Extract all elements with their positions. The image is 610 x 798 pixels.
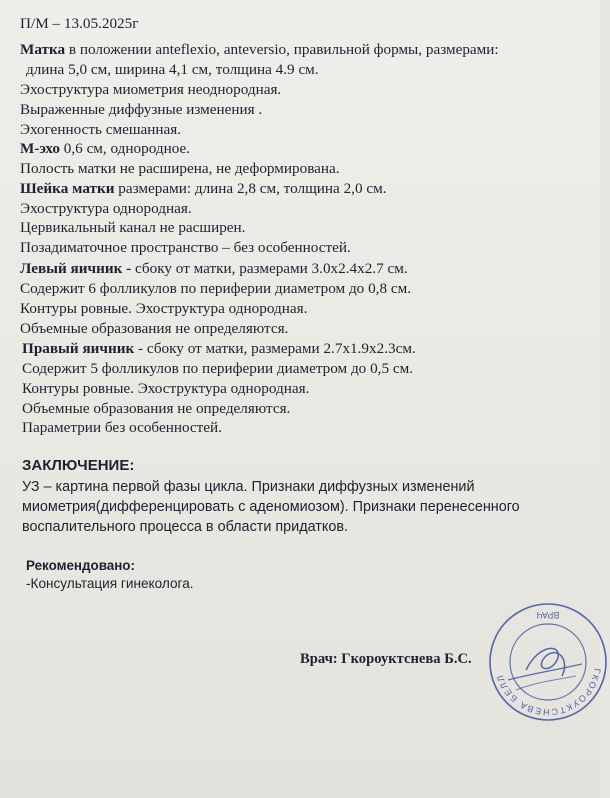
left-ovary-dimensions: сбоку от матки, размерами 3.0x2.4x2.7 см. bbox=[131, 260, 408, 277]
cervix-dimensions: размерами: длина 2,8 см, толщина 2,0 см. bbox=[114, 180, 387, 197]
cervix-line: Цервикальный канал не расширен. bbox=[20, 219, 246, 236]
uterus-dimensions: длина 5,0 см, ширина 4,1 см, толщина 4.9 см. bbox=[26, 61, 319, 78]
conclusion-line: воспалительного процесса в области придатков. bbox=[22, 519, 349, 535]
uterus-line: Эхогенность смешанная. bbox=[20, 121, 182, 138]
right-ovary-line: Объемные образования не определяются. bbox=[22, 400, 291, 417]
parametria-line: Параметрии без особенностей. bbox=[22, 419, 222, 436]
right-ovary-line: Контуры ровные. Эхоструктура однородная. bbox=[22, 380, 310, 397]
right-ovary-line: Содержит 5 фолликулов по периферии диаметром до 0,5 см. bbox=[22, 360, 414, 377]
right-ovary-heading: Правый яичник bbox=[22, 340, 135, 357]
doctor-signature-line: Врач: Гкороуктснева Б.С. bbox=[300, 651, 472, 667]
date-line: П/М – 13.05.2025г bbox=[20, 15, 139, 32]
recommendation-heading: Рекомендовано: bbox=[26, 558, 135, 573]
doctor-stamp bbox=[486, 600, 610, 724]
recommendation-item: -Консультация гинеколога. bbox=[26, 576, 194, 591]
cervix-line bbox=[20, 179, 387, 198]
left-ovary-line: Содержит 6 фолликулов по периферии диаметром до 0,8 см. bbox=[20, 280, 412, 297]
left-ovary-line: Объемные образования не определяются. bbox=[20, 320, 289, 337]
endometrium-value: 0,6 см, однородное. bbox=[59, 140, 191, 157]
left-ovary-line bbox=[20, 259, 408, 278]
endometrium-heading: М-эхо bbox=[20, 140, 60, 157]
endometrium-line bbox=[20, 139, 190, 158]
stamp-ring-text: ГКОРОУКТСНЕВА БЕЛЛ bbox=[494, 667, 603, 718]
left-ovary-line: Контуры ровные. Эхоструктура однородная. bbox=[20, 300, 308, 317]
cervix-heading: Шейка матки bbox=[20, 180, 115, 197]
conclusion-line: УЗ – картина первой фазы цикла. Признаки диффузных изменений bbox=[22, 479, 475, 495]
conclusion-line: миометрия(дифференцировать с аденомиозом). Признаки перенесенного bbox=[22, 499, 520, 515]
left-ovary-heading: Левый яичник - bbox=[20, 260, 132, 277]
uterus-line: Эхоструктура миометрия неоднородная. bbox=[20, 81, 282, 98]
cavity-line: Полость матки не расширена, не деформирована. bbox=[20, 160, 340, 177]
uterus-line: Выраженные диффузные изменения . bbox=[20, 101, 263, 118]
uterus-line-1 bbox=[20, 40, 499, 59]
uterus-heading: Матка bbox=[20, 41, 66, 58]
conclusion-heading: ЗАКЛЮЧЕНИЕ: bbox=[22, 457, 135, 474]
right-ovary-dimensions: - сбоку от матки, размерами 2.7x1.9x2.3см. bbox=[134, 340, 416, 357]
cervix-line: Эхоструктура однородная. bbox=[20, 200, 192, 217]
uterus-position: в положении anteflexio, anteversio, правильной формы, размерами: bbox=[65, 41, 499, 58]
svg-text:ГКОРОУКТСНЕВА БЕЛЛ bbox=[495, 668, 603, 718]
right-ovary-line bbox=[22, 339, 416, 358]
cervix-line: Позадиматочное пространство – без особенностей. bbox=[20, 239, 351, 256]
stamp-top-text: ВРАЧ bbox=[536, 610, 560, 620]
